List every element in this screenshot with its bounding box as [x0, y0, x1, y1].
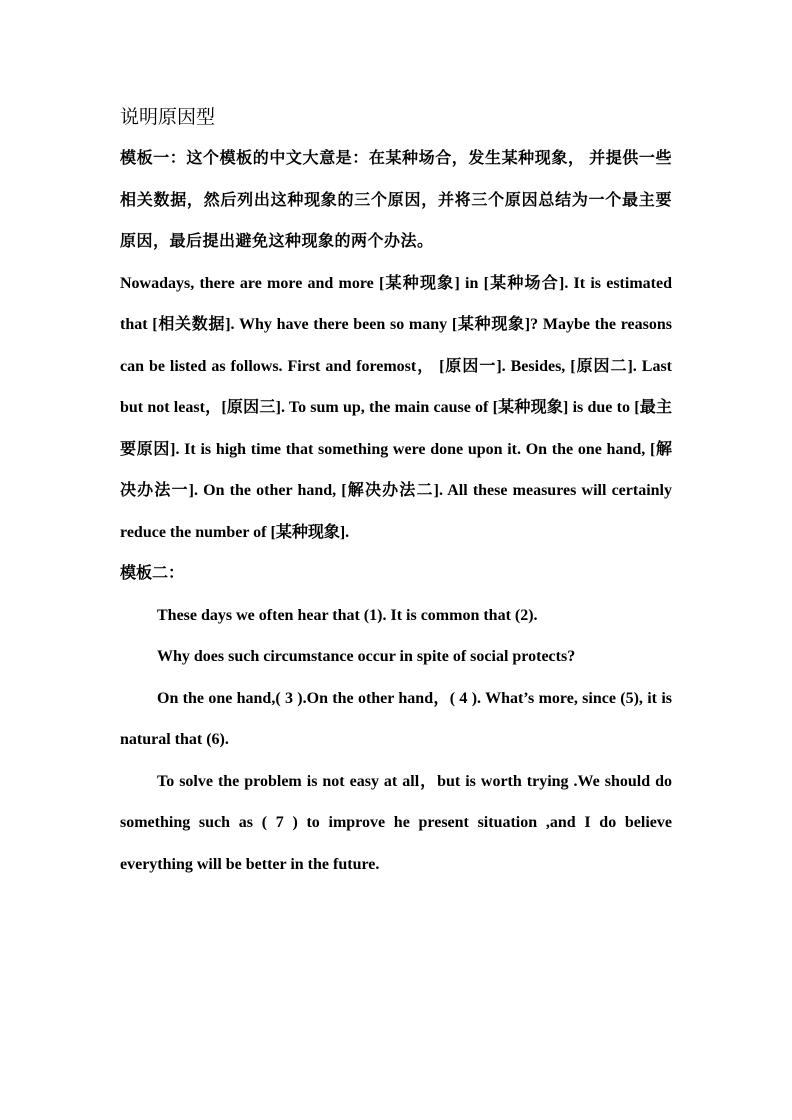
- template2-label: 模板二：: [120, 565, 185, 582]
- document-title: 说明原因型: [120, 107, 216, 128]
- template2-paragraph-3: On the one hand,( 3 ).On the other hand，( 4 ). What’s more, since (5), it is natural that (6).: [120, 689, 672, 748]
- template2-paragraph-4: To solve the problem is not easy at all，but is worth trying .We should do something such as ( 7 ) to improve he present situation ,and I do believe everything will be better in the future.: [120, 772, 672, 873]
- template1-intro: 模板一：这个模板的中文大意是：在某种场合，发生某种现象， 并提供一些相关数据，然后列出这种现象的三个原因，并将三个原因总结为一个最主要原因，最后提出避免这种现象的两个办法。: [120, 150, 672, 250]
- template1-body: Nowadays, there are more and more [某种现象] in [某种场合]. It is estimated that [相关数据]. Why have there been so many [某种现象]? Maybe the reasons can be listed as follows. First and foremost， [原因一]. Besides, [原因二]. Last but not least，[原因三]. To sum up, the main cause of [某种现象] is due to [最主要原因]. It is high time that something were done upon it. On the one hand, [解决办法一]. On the other hand, [解决办法二]. All these measures will certainly reduce the number of [某种现象].: [120, 274, 672, 541]
- document-page: [120, 98, 672, 885]
- template2-paragraph-2: Why does such circumstance occur in spite of social protects?: [157, 648, 576, 665]
- template2-paragraph-1: These days we often hear that (1). It is common that (2).: [157, 606, 538, 624]
